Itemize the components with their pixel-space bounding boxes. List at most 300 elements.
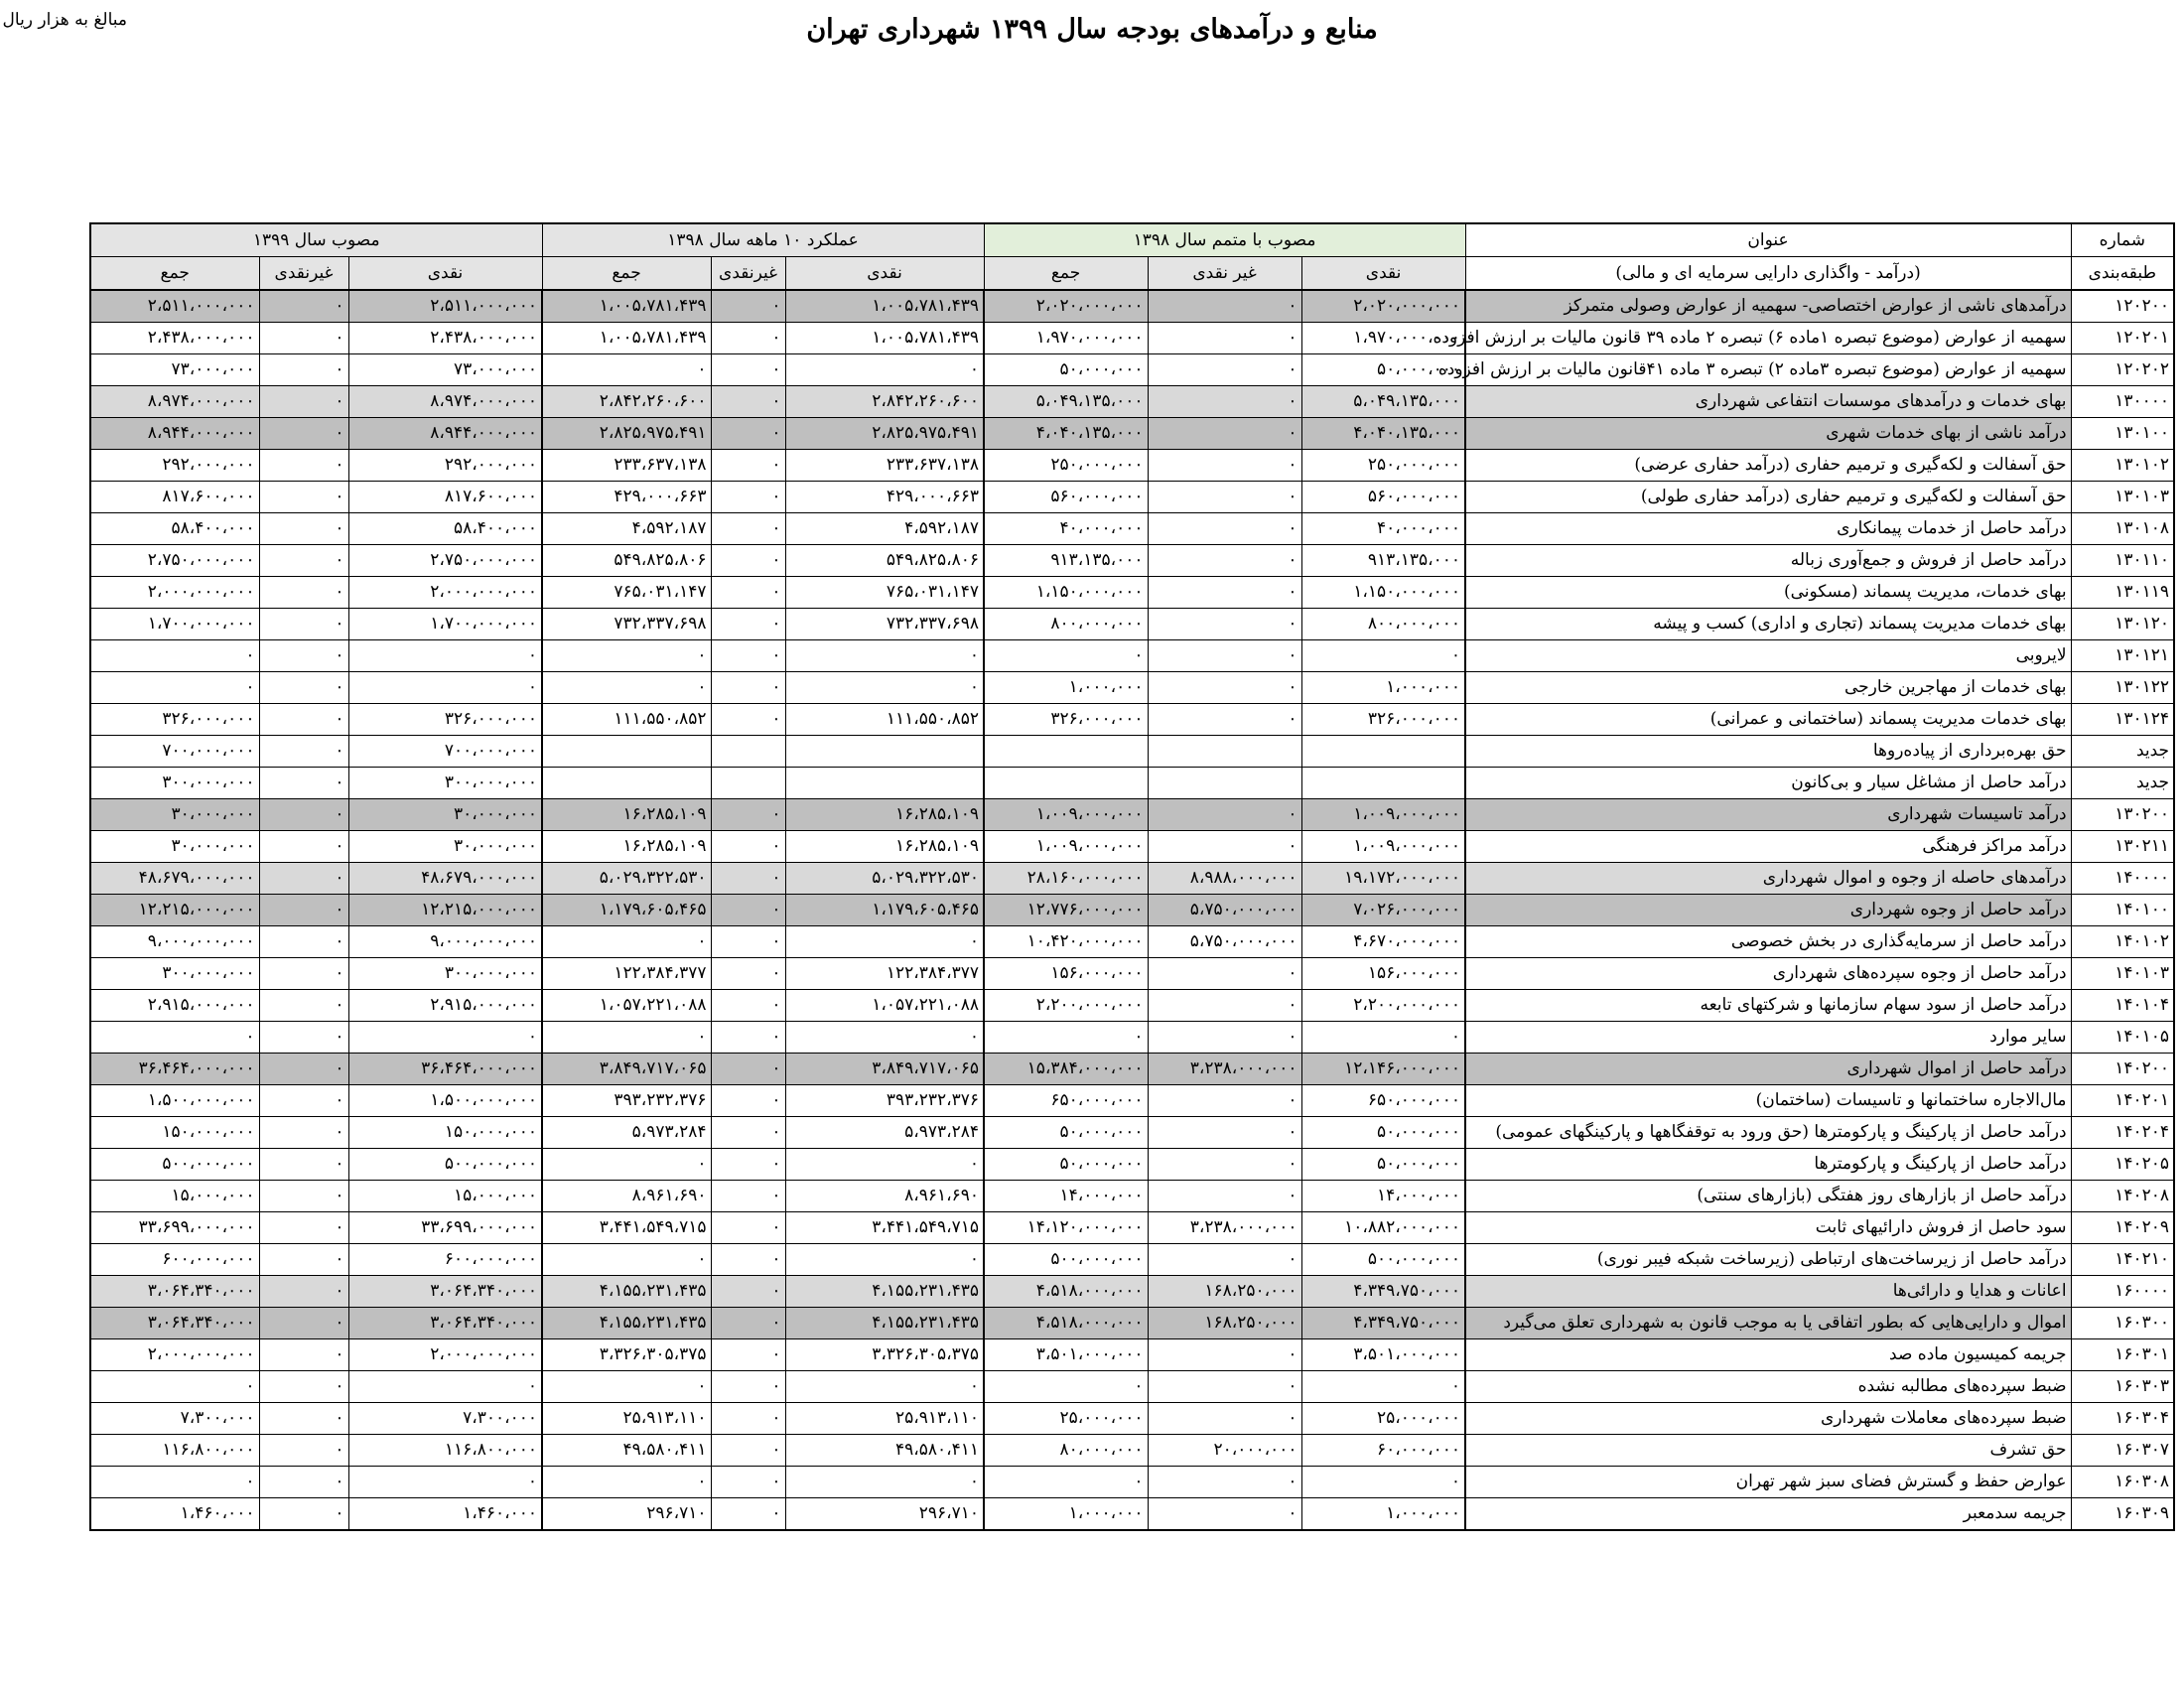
cell-total: ۰ [984, 1022, 1148, 1054]
header-group-1399-approved: مصوب سال ۱۳۹۹ [90, 223, 542, 257]
cell-total: ۵۰۰،۰۰۰،۰۰۰ [90, 1149, 259, 1181]
cell-total: ۵۴۹،۸۲۵،۸۰۶ [542, 545, 711, 577]
cell-total: ۶۰۰،۰۰۰،۰۰۰ [90, 1244, 259, 1276]
cell-cash: ۱۶،۲۸۵،۱۰۹ [785, 831, 984, 863]
cell-noncash: ۰ [711, 609, 785, 640]
table-row [90, 1244, 2174, 1276]
cell-total: ۱،۰۰۹،۰۰۰،۰۰۰ [984, 799, 1148, 831]
cell-cash: ۴،۳۴۹،۷۵۰،۰۰۰ [1301, 1276, 1465, 1308]
cell-cash: ۵،۰۲۹،۳۲۲،۵۳۰ [785, 863, 984, 895]
cell-total: ۱۲،۷۷۶،۰۰۰،۰۰۰ [984, 895, 1148, 926]
cell-cash: ۱،۹۷۰،۰۰۰،۰۰۰ [1301, 323, 1465, 354]
row-code: ۱۳۰۱۱۹ [2071, 577, 2174, 609]
cell-noncash: ۰ [711, 482, 785, 513]
header-sub-cash: نقدی [785, 257, 984, 291]
cell-total: ۳۰،۰۰۰،۰۰۰ [90, 799, 259, 831]
cell-noncash: ۰ [711, 958, 785, 990]
cell-total: ۱،۰۵۷،۲۲۱،۰۸۸ [542, 990, 711, 1022]
row-code: ۱۴۰۲۰۹ [2071, 1212, 2174, 1244]
cell-noncash: ۰ [259, 354, 348, 386]
table-row [90, 768, 2174, 799]
table-row [90, 1149, 2174, 1181]
cell-total: ۳۳،۶۹۹،۰۰۰،۰۰۰ [90, 1212, 259, 1244]
row-code: ۱۶۰۳۰۸ [2071, 1467, 2174, 1498]
cell-total: ۱،۴۶۰،۰۰۰ [90, 1498, 259, 1531]
cell-noncash: ۰ [259, 736, 348, 768]
row-code: ۱۶۰۰۰۰ [2071, 1276, 2174, 1308]
row-label: حق بهره‌برداری از پیاده‌روها [1465, 736, 2071, 768]
table-row [90, 1212, 2174, 1244]
cell-cash: ۹۱۳،۱۳۵،۰۰۰ [1301, 545, 1465, 577]
cell-noncash: ۰ [711, 386, 785, 418]
row-label: درآمد حاصل از پارکینگ و پارکومترها (حق ورود به توقفگاهها و پارکینگهای عمومی) [1465, 1117, 2071, 1149]
cell-cash: ۱،۰۰۰،۰۰۰ [1301, 672, 1465, 704]
cell-noncash: ۰ [711, 990, 785, 1022]
cell-noncash: ۰ [1148, 386, 1301, 418]
table-row [90, 990, 2174, 1022]
cell-noncash: ۰ [259, 1276, 348, 1308]
cell-noncash: ۰ [259, 1212, 348, 1244]
table-body [90, 290, 2174, 1530]
cell-total: ۲،۰۰۰،۰۰۰،۰۰۰ [90, 577, 259, 609]
cell-cash: ۳۲۶،۰۰۰،۰۰۰ [348, 704, 542, 736]
cell-total: ۲۹۶،۷۱۰ [542, 1498, 711, 1531]
cell-noncash: ۰ [259, 990, 348, 1022]
cell-total: ۰ [542, 1467, 711, 1498]
row-code: ۱۴۰۱۰۲ [2071, 926, 2174, 958]
cell-cash: ۱،۱۵۰،۰۰۰،۰۰۰ [1301, 577, 1465, 609]
cell-cash: ۱،۰۵۷،۲۲۱،۰۸۸ [785, 990, 984, 1022]
cell-noncash: ۰ [259, 418, 348, 450]
row-label: درآمد حاصل از وجوه سپرده‌های شهرداری [1465, 958, 2071, 990]
cell-cash: ۱۲،۲۱۵،۰۰۰،۰۰۰ [348, 895, 542, 926]
row-label: درآمد حاصل از وجوه شهرداری [1465, 895, 2071, 926]
cell-cash: ۸،۹۷۴،۰۰۰،۰۰۰ [348, 386, 542, 418]
cell-noncash: ۰ [259, 323, 348, 354]
cell-cash: ۷،۰۲۶،۰۰۰،۰۰۰ [1301, 895, 1465, 926]
cell-noncash: ۳،۲۳۸،۰۰۰،۰۰۰ [1148, 1212, 1301, 1244]
cell-total: ۰ [90, 672, 259, 704]
cell-cash: ۲،۰۲۰،۰۰۰،۰۰۰ [1301, 290, 1465, 323]
table-row [90, 323, 2174, 354]
cell-cash: ۵۴۹،۸۲۵،۸۰۶ [785, 545, 984, 577]
cell-cash: ۳،۰۶۴،۳۴۰،۰۰۰ [348, 1308, 542, 1339]
cell-cash: ۱۵،۰۰۰،۰۰۰ [348, 1181, 542, 1212]
cell-total: ۷،۳۰۰،۰۰۰ [90, 1403, 259, 1435]
cell-cash: ۱،۰۰۰،۰۰۰ [1301, 1498, 1465, 1531]
cell-total: ۱۵۶،۰۰۰،۰۰۰ [984, 958, 1148, 990]
cell-noncash: ۰ [259, 1308, 348, 1339]
cell-noncash: ۰ [1148, 704, 1301, 736]
cell-noncash: ۰ [259, 1117, 348, 1149]
cell-total: ۵۰،۰۰۰،۰۰۰ [984, 354, 1148, 386]
cell-total: ۰ [90, 640, 259, 672]
cell-cash: ۴،۵۹۲،۱۸۷ [785, 513, 984, 545]
cell-noncash: ۰ [1148, 609, 1301, 640]
cell-cash: ۵۰،۰۰۰،۰۰۰ [1301, 1149, 1465, 1181]
cell-noncash: ۰ [711, 926, 785, 958]
cell-total: ۱۲۲،۳۸۴،۳۷۷ [542, 958, 711, 990]
cell-total [984, 768, 1148, 799]
cell-total: ۴۸،۶۷۹،۰۰۰،۰۰۰ [90, 863, 259, 895]
cell-cash: ۴،۱۵۵،۲۳۱،۴۳۵ [785, 1276, 984, 1308]
cell-cash: ۴،۶۷۰،۰۰۰،۰۰۰ [1301, 926, 1465, 958]
row-code: ۱۴۰۲۰۸ [2071, 1181, 2174, 1212]
cell-noncash: ۰ [1148, 990, 1301, 1022]
row-label: درآمد حاصل از سود سهام سازمانها و شرکتهای تابعه [1465, 990, 2071, 1022]
cell-total: ۱،۱۵۰،۰۰۰،۰۰۰ [984, 577, 1148, 609]
cell-noncash: ۰ [259, 577, 348, 609]
cell-cash: ۲،۹۱۵،۰۰۰،۰۰۰ [348, 990, 542, 1022]
cell-noncash: ۰ [711, 1435, 785, 1467]
cell-noncash: ۰ [259, 704, 348, 736]
cell-noncash: ۰ [711, 1181, 785, 1212]
cell-total: ۱،۰۰۰،۰۰۰ [984, 672, 1148, 704]
cell-total: ۵۸،۴۰۰،۰۰۰ [90, 513, 259, 545]
cell-noncash: ۰ [711, 1498, 785, 1531]
cell-cash: ۰ [785, 672, 984, 704]
row-code: جدید [2071, 736, 2174, 768]
cell-noncash: ۰ [259, 958, 348, 990]
cell-total: ۷۰۰،۰۰۰،۰۰۰ [90, 736, 259, 768]
header-code-bottom: طبقه‌بندی [2071, 257, 2174, 291]
cell-total: ۴،۵۱۸،۰۰۰،۰۰۰ [984, 1308, 1148, 1339]
cell-total: ۳،۴۴۱،۵۴۹،۷۱۵ [542, 1212, 711, 1244]
cell-total: ۳۲۶،۰۰۰،۰۰۰ [984, 704, 1148, 736]
cell-cash: ۲،۸۲۵،۹۷۵،۴۹۱ [785, 418, 984, 450]
cell-noncash: ۰ [1148, 1371, 1301, 1403]
cell-cash: ۴۰،۰۰۰،۰۰۰ [1301, 513, 1465, 545]
cell-noncash [711, 736, 785, 768]
header-sub-total: جمع [984, 257, 1148, 291]
cell-cash: ۷۳۲،۳۳۷،۶۹۸ [785, 609, 984, 640]
row-label: سهمیه از عوارض (موضوع تبصره ۱ماده ۶) تبصره ۲ ماده ۳۹ قانون مالیات بر ارزش افزوده [1465, 323, 2071, 354]
cell-noncash: ۰ [259, 482, 348, 513]
cell-cash: ۲۵۰،۰۰۰،۰۰۰ [1301, 450, 1465, 482]
cell-noncash: ۰ [259, 1498, 348, 1531]
row-label: اموال و دارایی‌هایی که بطور اتفاقی یا به موجب قانون به شهرداری تعلق می‌گیرد [1465, 1308, 2071, 1339]
cell-total: ۸،۹۷۴،۰۰۰،۰۰۰ [90, 386, 259, 418]
table-row [90, 672, 2174, 704]
row-label: درآمد حاصل از مشاغل سیار و بی‌کانون [1465, 768, 2071, 799]
cell-total: ۱۶،۲۸۵،۱۰۹ [542, 831, 711, 863]
table-row [90, 1339, 2174, 1371]
cell-total: ۰ [542, 672, 711, 704]
cell-cash: ۱۱۶،۸۰۰،۰۰۰ [348, 1435, 542, 1467]
table-row [90, 1276, 2174, 1308]
cell-cash: ۶۰۰،۰۰۰،۰۰۰ [348, 1244, 542, 1276]
row-code: ۱۳۰۱۲۱ [2071, 640, 2174, 672]
row-label: درآمد حاصل از سرمایه‌گذاری در بخش خصوصی [1465, 926, 2071, 958]
cell-cash: ۰ [785, 1467, 984, 1498]
cell-cash: ۱۲،۱۴۶،۰۰۰،۰۰۰ [1301, 1054, 1465, 1085]
cell-cash: ۵۰،۰۰۰،۰۰۰ [1301, 354, 1465, 386]
cell-noncash: ۰ [259, 1244, 348, 1276]
cell-noncash: ۰ [1148, 513, 1301, 545]
cell-cash: ۴۸،۶۷۹،۰۰۰،۰۰۰ [348, 863, 542, 895]
row-code: ۱۳۰۱۲۲ [2071, 672, 2174, 704]
cell-total: ۱،۵۰۰،۰۰۰،۰۰۰ [90, 1085, 259, 1117]
cell-noncash: ۰ [259, 1467, 348, 1498]
cell-noncash: ۰ [259, 1339, 348, 1371]
row-label: درآمد تاسیسات شهرداری [1465, 799, 2071, 831]
cell-total: ۲۵،۹۱۳،۱۱۰ [542, 1403, 711, 1435]
cell-total: ۴،۵۹۲،۱۸۷ [542, 513, 711, 545]
row-label: بهای خدمات مدیریت پسماند (تجاری و اداری) کسب و پیشه [1465, 609, 2071, 640]
cell-total: ۱،۰۰۵،۷۸۱،۴۳۹ [542, 290, 711, 323]
cell-noncash: ۰ [1148, 1244, 1301, 1276]
cell-cash: ۸،۹۴۴،۰۰۰،۰۰۰ [348, 418, 542, 450]
row-label: حق آسفالت و لکه‌گیری و ترمیم حفاری (درآمد حفاری طولی) [1465, 482, 2071, 513]
cell-total: ۲۹۲،۰۰۰،۰۰۰ [90, 450, 259, 482]
cell-total: ۸۰۰،۰۰۰،۰۰۰ [984, 609, 1148, 640]
cell-noncash: ۰ [1148, 1467, 1301, 1498]
row-code: ۱۴۰۱۰۰ [2071, 895, 2174, 926]
cell-total: ۷۳،۰۰۰،۰۰۰ [90, 354, 259, 386]
cell-noncash: ۰ [711, 1276, 785, 1308]
cell-noncash: ۰ [711, 1117, 785, 1149]
cell-total: ۸،۹۶۱،۶۹۰ [542, 1181, 711, 1212]
cell-noncash: ۰ [1148, 672, 1301, 704]
cell-noncash: ۰ [711, 545, 785, 577]
cell-noncash: ۲۰،۰۰۰،۰۰۰ [1148, 1435, 1301, 1467]
cell-total: ۸۱۷،۶۰۰،۰۰۰ [90, 482, 259, 513]
cell-noncash: ۰ [711, 1022, 785, 1054]
cell-cash: ۱۵۰،۰۰۰،۰۰۰ [348, 1117, 542, 1149]
row-label: جریمه سدمعبر [1465, 1498, 2071, 1531]
cell-cash: ۵۸،۴۰۰،۰۰۰ [348, 513, 542, 545]
cell-cash: ۳۹۳،۲۳۲،۳۷۶ [785, 1085, 984, 1117]
cell-noncash: ۰ [1148, 1181, 1301, 1212]
cell-noncash: ۵،۷۵۰،۰۰۰،۰۰۰ [1148, 926, 1301, 958]
cell-noncash: ۰ [1148, 1117, 1301, 1149]
table-row [90, 1435, 2174, 1467]
table-row [90, 418, 2174, 450]
table-row [90, 1085, 2174, 1117]
table-row [90, 513, 2174, 545]
cell-total: ۵۰۰،۰۰۰،۰۰۰ [984, 1244, 1148, 1276]
cell-noncash: ۰ [711, 1085, 785, 1117]
cell-noncash: ۰ [259, 1403, 348, 1435]
cell-cash: ۴،۰۴۰،۱۳۵،۰۰۰ [1301, 418, 1465, 450]
cell-noncash: ۰ [259, 386, 348, 418]
row-label: درآمدهای ناشی از عوارض اختصاصی- سهمیه از عوارض وصولی متمرکز [1465, 290, 2071, 323]
row-label: درآمد حاصل از زیرساخت‌های ارتباطی (زیرساخت شبکه فیبر نوری) [1465, 1244, 2071, 1276]
cell-total: ۲،۸۲۵،۹۷۵،۴۹۱ [542, 418, 711, 450]
cell-cash: ۱،۵۰۰،۰۰۰،۰۰۰ [348, 1085, 542, 1117]
cell-cash: ۳،۸۴۹،۷۱۷،۰۶۵ [785, 1054, 984, 1085]
table-row [90, 1403, 2174, 1435]
cell-total: ۱،۰۰۵،۷۸۱،۴۳۹ [542, 323, 711, 354]
cell-total: ۰ [984, 1371, 1148, 1403]
cell-cash: ۳۲۶،۰۰۰،۰۰۰ [1301, 704, 1465, 736]
cell-cash: ۱،۰۰۹،۰۰۰،۰۰۰ [1301, 799, 1465, 831]
cell-cash: ۰ [785, 354, 984, 386]
cell-noncash: ۰ [259, 290, 348, 323]
cell-noncash: ۰ [711, 1149, 785, 1181]
cell-total: ۳۶،۴۶۴،۰۰۰،۰۰۰ [90, 1054, 259, 1085]
cell-cash: ۱۴،۰۰۰،۰۰۰ [1301, 1181, 1465, 1212]
cell-cash: ۲۵،۹۱۳،۱۱۰ [785, 1403, 984, 1435]
cell-noncash: ۰ [1148, 450, 1301, 482]
table-row [90, 1022, 2174, 1054]
cell-cash: ۳۰،۰۰۰،۰۰۰ [348, 831, 542, 863]
cell-cash: ۴،۳۴۹،۷۵۰،۰۰۰ [1301, 1308, 1465, 1339]
cell-total: ۲۳۳،۶۳۷،۱۳۸ [542, 450, 711, 482]
row-label: بهای خدمات مدیریت پسماند (ساختمانی و عمرانی) [1465, 704, 2071, 736]
cell-total: ۵۰،۰۰۰،۰۰۰ [984, 1149, 1148, 1181]
row-code: ۱۲۰۲۰۱ [2071, 323, 2174, 354]
cell-cash: ۳،۰۶۴،۳۴۰،۰۰۰ [348, 1276, 542, 1308]
cell-noncash: ۰ [259, 799, 348, 831]
cell-noncash: ۰ [259, 895, 348, 926]
cell-noncash: ۰ [711, 513, 785, 545]
cell-noncash: ۰ [259, 450, 348, 482]
cell-total: ۰ [542, 1371, 711, 1403]
header-sub-cash: نقدی [1301, 257, 1465, 291]
row-code: ۱۲۰۲۰۲ [2071, 354, 2174, 386]
cell-cash: ۸۱۷،۶۰۰،۰۰۰ [348, 482, 542, 513]
cell-total: ۰ [984, 1467, 1148, 1498]
table-row [90, 1371, 2174, 1403]
cell-total: ۴۹،۵۸۰،۴۱۱ [542, 1435, 711, 1467]
cell-total: ۳۰،۰۰۰،۰۰۰ [90, 831, 259, 863]
row-label: سود حاصل از فروش دارائیهای ثابت [1465, 1212, 2071, 1244]
row-code: ۱۳۰۱۲۴ [2071, 704, 2174, 736]
cell-noncash: ۰ [259, 831, 348, 863]
cell-cash: ۵۶۰،۰۰۰،۰۰۰ [1301, 482, 1465, 513]
cell-cash: ۲،۵۱۱،۰۰۰،۰۰۰ [348, 290, 542, 323]
header-group-1398-actual: عملکرد ۱۰ ماهه سال ۱۳۹۸ [542, 223, 984, 257]
cell-cash: ۴۲۹،۰۰۰،۶۶۳ [785, 482, 984, 513]
row-code: ۱۳۰۲۰۰ [2071, 799, 2174, 831]
header-sub-noncash: غیرنقدی [711, 257, 785, 291]
table-row [90, 831, 2174, 863]
cell-total: ۵۰،۰۰۰،۰۰۰ [984, 1117, 1148, 1149]
cell-total: ۷۳۲،۳۳۷،۶۹۸ [542, 609, 711, 640]
row-label: درآمد مراکز فرهنگی [1465, 831, 2071, 863]
cell-total [542, 736, 711, 768]
cell-total: ۵،۰۲۹،۳۲۲،۵۳۰ [542, 863, 711, 895]
row-code: ۱۶۰۳۰۹ [2071, 1498, 2174, 1531]
row-label: عوارض حفظ و گسترش فضای سبز شهر تهران [1465, 1467, 2071, 1498]
row-label: حق تشرف [1465, 1435, 2071, 1467]
cell-cash: ۸۰۰،۰۰۰،۰۰۰ [1301, 609, 1465, 640]
row-label: اعانات و هدایا و دارائی‌ها [1465, 1276, 2071, 1308]
row-label: بهای خدمات، مدیریت پسماند (مسکونی) [1465, 577, 2071, 609]
row-code: ۱۳۰۱۰۸ [2071, 513, 2174, 545]
row-code: ۱۳۰۱۱۰ [2071, 545, 2174, 577]
cell-cash: ۱۱۱،۵۵۰،۸۵۲ [785, 704, 984, 736]
cell-cash: ۰ [1301, 1022, 1465, 1054]
table-row [90, 1117, 2174, 1149]
budget-table [89, 222, 2175, 1531]
cell-cash: ۰ [785, 1371, 984, 1403]
cell-total: ۴،۱۵۵،۲۳۱،۴۳۵ [542, 1308, 711, 1339]
row-label: درآمدهای حاصله از وجوه و اموال شهرداری [1465, 863, 2071, 895]
cell-cash: ۷،۳۰۰،۰۰۰ [348, 1403, 542, 1435]
cell-cash: ۰ [1301, 1371, 1465, 1403]
header-group-1398-approved: مصوب با متمم سال ۱۳۹۸ [984, 223, 1465, 257]
table-row [90, 640, 2174, 672]
cell-noncash: ۰ [1148, 418, 1301, 450]
cell-noncash: ۰ [259, 1085, 348, 1117]
cell-cash [785, 736, 984, 768]
cell-total: ۰ [542, 1244, 711, 1276]
cell-total: ۳،۳۲۶،۳۰۵،۳۷۵ [542, 1339, 711, 1371]
row-code: ۱۳۰۱۲۰ [2071, 609, 2174, 640]
header-sub-noncash: غیرنقدی [259, 257, 348, 291]
cell-noncash: ۰ [1148, 831, 1301, 863]
cell-noncash: ۱۶۸،۲۵۰،۰۰۰ [1148, 1308, 1301, 1339]
table-row [90, 799, 2174, 831]
table-row [90, 1054, 2174, 1085]
cell-total [984, 736, 1148, 768]
cell-cash: ۱۹،۱۷۲،۰۰۰،۰۰۰ [1301, 863, 1465, 895]
cell-total: ۳،۰۶۴،۳۴۰،۰۰۰ [90, 1276, 259, 1308]
row-label: بهای خدمات از مهاجرین خارجی [1465, 672, 2071, 704]
cell-total: ۳،۰۶۴،۳۴۰،۰۰۰ [90, 1308, 259, 1339]
cell-noncash: ۰ [1148, 482, 1301, 513]
row-label: جریمه کمیسیون ماده صد [1465, 1339, 2071, 1371]
cell-noncash: ۰ [1148, 1498, 1301, 1531]
cell-total: ۵۶۰،۰۰۰،۰۰۰ [984, 482, 1148, 513]
table-row [90, 1467, 2174, 1498]
cell-noncash [711, 768, 785, 799]
row-label: درآمد حاصل از اموال شهرداری [1465, 1054, 2071, 1085]
cell-total: ۱۵،۳۸۴،۰۰۰،۰۰۰ [984, 1054, 1148, 1085]
table-row [90, 958, 2174, 990]
cell-total: ۲،۰۲۰،۰۰۰،۰۰۰ [984, 290, 1148, 323]
cell-cash: ۲،۷۵۰،۰۰۰،۰۰۰ [348, 545, 542, 577]
cell-cash: ۶۵۰،۰۰۰،۰۰۰ [1301, 1085, 1465, 1117]
cell-noncash [1148, 768, 1301, 799]
cell-noncash: ۰ [711, 1212, 785, 1244]
cell-cash: ۳۳،۶۹۹،۰۰۰،۰۰۰ [348, 1212, 542, 1244]
cell-noncash: ۰ [711, 290, 785, 323]
cell-noncash: ۰ [259, 640, 348, 672]
cell-total: ۲،۵۱۱،۰۰۰،۰۰۰ [90, 290, 259, 323]
cell-noncash: ۰ [711, 577, 785, 609]
cell-total: ۶۵۰،۰۰۰،۰۰۰ [984, 1085, 1148, 1117]
cell-cash: ۰ [1301, 1467, 1465, 1498]
cell-noncash: ۰ [711, 1244, 785, 1276]
cell-noncash: ۰ [259, 926, 348, 958]
cell-noncash: ۰ [259, 1435, 348, 1467]
row-code: ۱۴۰۲۱۰ [2071, 1244, 2174, 1276]
cell-total: ۲،۲۰۰،۰۰۰،۰۰۰ [984, 990, 1148, 1022]
table-row [90, 577, 2174, 609]
cell-cash: ۲۵،۰۰۰،۰۰۰ [1301, 1403, 1465, 1435]
cell-total: ۳۰۰،۰۰۰،۰۰۰ [90, 768, 259, 799]
cell-total: ۱،۷۰۰،۰۰۰،۰۰۰ [90, 609, 259, 640]
row-code: ۱۶۰۳۰۷ [2071, 1435, 2174, 1467]
cell-cash: ۲،۴۳۸،۰۰۰،۰۰۰ [348, 323, 542, 354]
row-label: ضبط سپرده‌های معاملات شهرداری [1465, 1403, 2071, 1435]
cell-total: ۱۶،۲۸۵،۱۰۹ [542, 799, 711, 831]
cell-cash [785, 768, 984, 799]
table-row [90, 895, 2174, 926]
row-code: ۱۳۰۱۰۰ [2071, 418, 2174, 450]
cell-noncash: ۰ [1148, 577, 1301, 609]
row-label: سایر موارد [1465, 1022, 2071, 1054]
cell-total: ۲۵،۰۰۰،۰۰۰ [984, 1403, 1148, 1435]
cell-cash: ۷۳،۰۰۰،۰۰۰ [348, 354, 542, 386]
row-code: ۱۶۰۳۰۱ [2071, 1339, 2174, 1371]
cell-total: ۲،۹۱۵،۰۰۰،۰۰۰ [90, 990, 259, 1022]
table-row [90, 926, 2174, 958]
cell-noncash: ۰ [1148, 640, 1301, 672]
